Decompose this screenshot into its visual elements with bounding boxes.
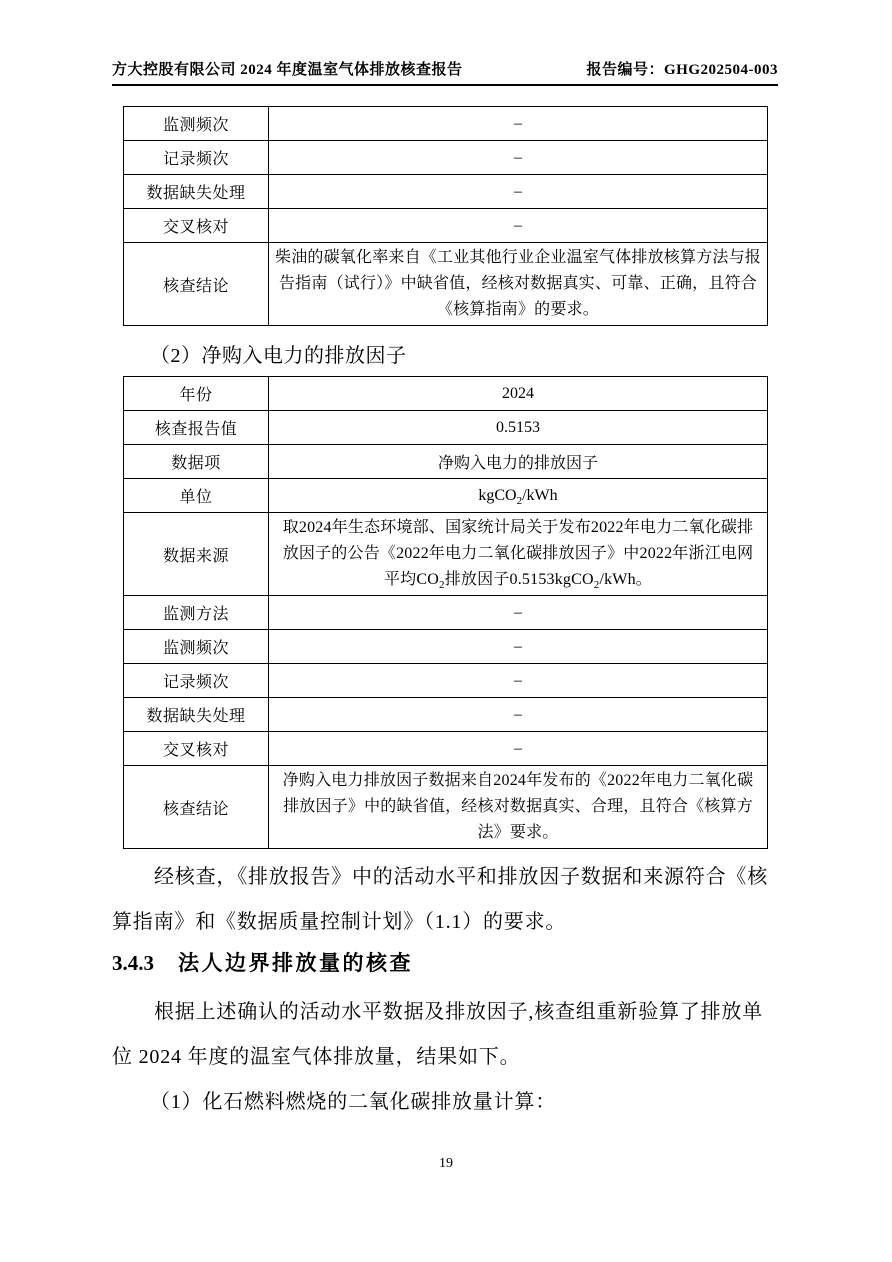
row-value: –	[269, 141, 768, 175]
table-row-unit	[124, 479, 768, 513]
source-subscript: 2	[593, 579, 600, 592]
unit-text: kgCO	[478, 486, 517, 504]
table-row	[124, 664, 768, 698]
section-number: 3.4.3	[112, 951, 154, 975]
row-value: –	[269, 107, 768, 141]
row-label: 核查结论	[124, 766, 269, 849]
subheading-electricity-factor: （2）净购入电力的排放因子	[150, 345, 407, 367]
row-label: 年份	[124, 377, 269, 411]
unit-subscript: 2	[516, 494, 523, 507]
table-row	[124, 141, 768, 175]
row-label: 核查结论	[124, 243, 269, 326]
section-heading-3-4-3	[112, 948, 778, 978]
row-label: 数据来源	[124, 513, 269, 596]
table-row-conclusion	[124, 766, 768, 849]
row-value: 净购入电力的排放因子	[269, 445, 768, 479]
source-text: 取2024年生态环境部、国家统计局关于发布2022年电力二氧化碳排放因子的公告《2022年电力二氧化碳排放因子》中2022年浙江电网平均CO	[282, 519, 754, 588]
paragraph-line: 算指南》和《数据质量控制计划》（1.1）的要求。	[112, 911, 567, 933]
paragraph-verification-summary	[112, 855, 778, 945]
row-value: 2024	[269, 377, 768, 411]
section-title: 法人边界排放量的核查	[178, 951, 413, 975]
row-value: –	[269, 732, 768, 766]
table-row-conclusion	[124, 243, 768, 326]
table-row-data-source	[124, 513, 768, 596]
row-label: 交叉核对	[124, 732, 269, 766]
row-value: –	[269, 175, 768, 209]
row-value-unit	[269, 479, 768, 513]
source-text: /kWh。	[599, 571, 653, 588]
paragraph-line: 位 2024 年度的温室气体排放量，结果如下。	[112, 1046, 521, 1068]
unit-text: /kWh	[522, 486, 558, 504]
table-row	[124, 377, 768, 411]
row-value: –	[269, 698, 768, 732]
row-value: –	[269, 209, 768, 243]
row-label: 记录频次	[124, 664, 269, 698]
row-label: 数据项	[124, 445, 269, 479]
row-value: 0.5153	[269, 411, 768, 445]
source-subscript: 2	[439, 579, 445, 592]
electricity-factor-table	[123, 376, 768, 849]
table-row	[124, 732, 768, 766]
source-text: 排放因子0.5153kgCO	[444, 571, 594, 588]
table-row	[124, 411, 768, 445]
row-label: 交叉核对	[124, 209, 269, 243]
conclusion-text: 柴油的碳氧化率来自《工业其他行业企业温室气体排放核算方法与报告指南（试行）》中缺省值，经核对数据真实、可靠、正确，且符合《核算指南》的要求。	[269, 243, 768, 326]
row-label: 监测方法	[124, 596, 269, 630]
paragraph-line: 根据上述确认的活动水平数据及排放因子,核查组重新验算了排放单	[154, 1001, 763, 1023]
row-value: –	[269, 664, 768, 698]
table-row	[124, 596, 768, 630]
paragraph-line: 经核查，《排放报告》中的活动水平和排放因子数据和来源符合《核	[154, 866, 768, 888]
table-row	[124, 445, 768, 479]
page-header	[112, 58, 778, 86]
table-row	[124, 175, 768, 209]
data-source-text	[269, 513, 768, 596]
header-report-number: 报告编号：GHG202504-003	[586, 62, 778, 78]
row-value: –	[269, 596, 768, 630]
row-label: 数据缺失处理	[124, 698, 269, 732]
table-row	[124, 698, 768, 732]
table-row	[124, 630, 768, 664]
row-label: 监测频次	[124, 630, 269, 664]
diesel-factor-table-continued	[123, 106, 768, 326]
header-title: 方大控股有限公司 2024 年度温室气体排放核查报告	[112, 62, 463, 78]
row-label: 监测频次	[124, 107, 269, 141]
paragraph-line: （1）化石燃料燃烧的二氧化碳排放量计算：	[150, 1091, 556, 1113]
conclusion-text: 净购入电力排放因子数据来自2024年发布的《2022年电力二氧化碳排放因子》中的缺省值，经核对数据真实、合理，且符合《核算方法》要求。	[269, 766, 768, 849]
row-label: 核查报告值	[124, 411, 269, 445]
row-value: –	[269, 630, 768, 664]
paragraph-fossil-fuel-calc	[112, 1080, 778, 1125]
row-label: 记录频次	[124, 141, 269, 175]
row-label: 数据缺失处理	[124, 175, 269, 209]
table-row	[124, 209, 768, 243]
table-row	[124, 107, 768, 141]
page-number: 19	[439, 1156, 453, 1171]
paragraph-recalculation	[112, 990, 778, 1080]
row-label: 单位	[124, 479, 269, 513]
